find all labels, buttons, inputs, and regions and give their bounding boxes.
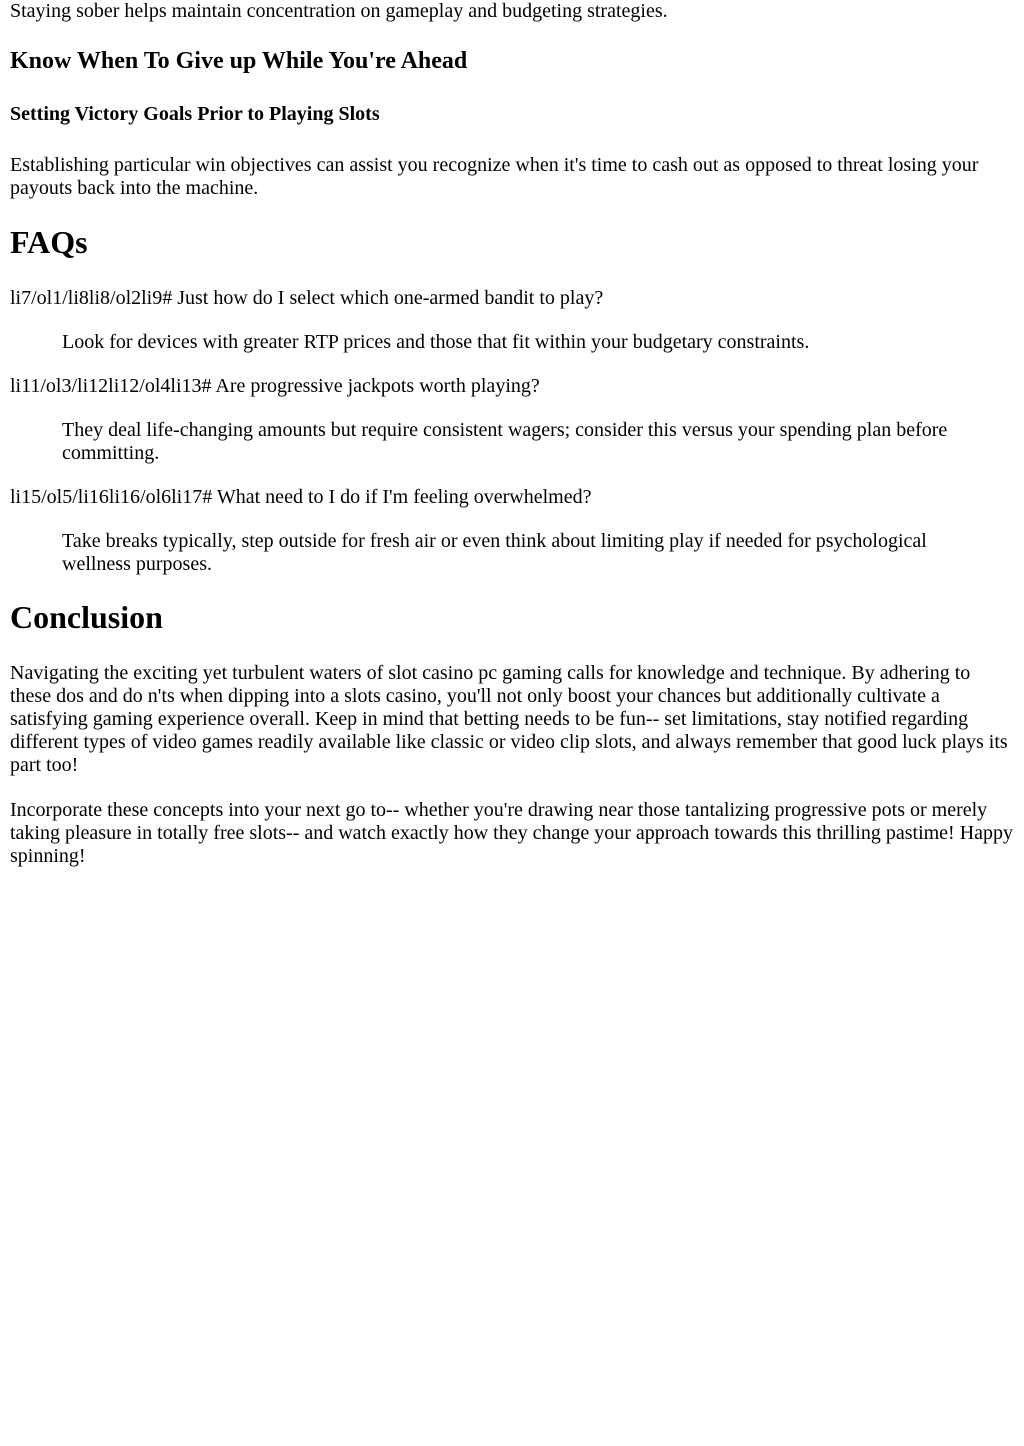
faq-question: li15/ol5/li16li16/ol6li17# What need to I do if I'm feeling overwhelmed?	[10, 486, 592, 508]
intro-paragraph: Staying sober helps maintain concentration on gameplay and budgeting strategies.	[10, 0, 668, 22]
conclusion-paragraph: Incorporate these concepts into your next go to-- whether you're drawing near those tantalizing progressive pots or merely taking pleasure in totally free slots-- and watch exactly how they change your approach towards this thrilling pastime! Happy spinning!	[10, 799, 1014, 867]
faq-answer: Take breaks typically, step outside for fresh air or even think about limiting play if needed for psychological wellness purposes.	[62, 530, 927, 575]
conclusion-heading: Conclusion	[10, 599, 163, 635]
goals-paragraph: Establishing particular win objectives can assist you recognize when it's time to cash out as opposed to threat losing your payouts back into the machine.	[10, 154, 979, 199]
faq-question: li7/ol1/li8li8/ol2li9# Just how do I select which one-armed bandit to play?	[10, 287, 604, 309]
conclusion-paragraph: Navigating the exciting yet turbulent waters of slot casino pc gaming calls for knowledge and technique. By adhering to these dos and do n'ts when dipping into a slots casino, you'll not only boost your chances but additionally cultivate a satisfying gaming experience overall. Keep in mind that betting needs to be fun-- set limitations, stay notified regarding different types of video games readily available like classic or video clip slots, and always remember that good luck plays its part too!	[10, 662, 1008, 776]
faq-question: li11/ol3/li12li12/ol4li13# Are progressive jackpots worth playing?	[10, 375, 540, 397]
faq-answer: They deal life-changing amounts but require consistent wagers; consider this versus your spending plan before committing.	[62, 419, 948, 464]
faq-answer: Look for devices with greater RTP prices and those that fit within your budgetary constraints.	[62, 331, 810, 353]
faqs-heading: FAQs	[10, 224, 88, 260]
section-heading-ahead: Know When To Give up While You're Ahead	[10, 48, 468, 74]
subsection-heading-goals: Setting Victory Goals Prior to Playing Slots	[10, 103, 380, 125]
